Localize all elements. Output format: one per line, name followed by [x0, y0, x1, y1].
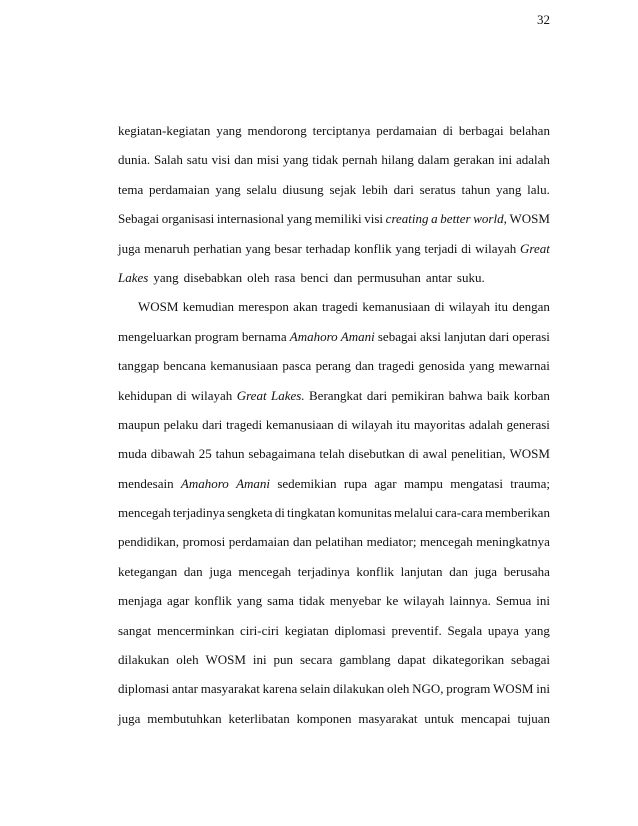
- word: pasca: [282, 358, 312, 374]
- word: yang: [283, 152, 309, 168]
- word: pelaku: [163, 416, 199, 432]
- word: disebabkan: [183, 269, 243, 285]
- word: menyebar: [329, 593, 382, 609]
- text-line: [118, 586, 550, 615]
- text-line: [118, 557, 550, 586]
- word: upaya: [487, 622, 519, 638]
- word: tema: [118, 181, 144, 197]
- word: konflik: [354, 240, 392, 256]
- word: tahun: [215, 446, 245, 462]
- word: dan: [293, 534, 312, 550]
- word: kehidupan: [118, 387, 173, 403]
- word: menjaga: [118, 593, 163, 609]
- word: maupun: [118, 416, 160, 432]
- word: mediator;: [366, 534, 417, 550]
- word: a: [431, 211, 438, 227]
- word: Amani: [236, 475, 271, 491]
- word: di: [434, 299, 445, 315]
- word: keterlibatan: [228, 710, 290, 726]
- word: muda: [118, 446, 147, 462]
- text-line: [118, 234, 550, 263]
- word: rasa: [274, 269, 296, 285]
- word: perdamaian: [228, 534, 290, 550]
- word: benci: [300, 269, 329, 285]
- word: seratus: [419, 181, 456, 197]
- word: konflik: [356, 563, 394, 579]
- word: promosi: [182, 534, 226, 550]
- word: Amahoro: [180, 475, 229, 491]
- word: mengeluarkan: [118, 328, 192, 344]
- word: sangat: [118, 622, 152, 638]
- word: tidak: [298, 593, 325, 609]
- word: tingkatan: [287, 505, 336, 521]
- word: dari: [202, 416, 223, 432]
- word: mencapai: [460, 710, 511, 726]
- word: masyarakat: [358, 710, 418, 726]
- word: penelitian,: [451, 446, 506, 462]
- word: yang: [215, 181, 241, 197]
- word: dilakukan: [118, 652, 170, 668]
- word: berusaha: [503, 563, 550, 579]
- word: oleh: [247, 269, 270, 285]
- word: WOSM: [493, 681, 534, 697]
- text-line: [118, 410, 550, 439]
- word: kemanusiaan: [362, 299, 431, 315]
- word: creating: [385, 211, 429, 227]
- word: Lakes.: [270, 387, 305, 403]
- word: mencegah: [238, 563, 292, 579]
- word: agar: [167, 593, 190, 609]
- word: itu: [494, 299, 509, 315]
- word: bernama: [241, 328, 287, 344]
- word: menaruh: [144, 240, 190, 256]
- text-line: [118, 439, 550, 468]
- text-line: [118, 322, 550, 351]
- word: Sebagai: [118, 211, 160, 227]
- word: permusuhan: [357, 269, 421, 285]
- word: 25: [198, 446, 212, 462]
- word: sejak: [329, 181, 357, 197]
- word: di: [176, 387, 187, 403]
- word: dari: [366, 387, 388, 403]
- text-line: [118, 674, 550, 703]
- word: dalam: [417, 152, 450, 168]
- word: ke: [386, 593, 399, 609]
- word: WOSM: [509, 211, 550, 227]
- word: dapat: [397, 652, 426, 668]
- word: kegiatan: [284, 622, 329, 638]
- word: mendesain: [118, 475, 174, 491]
- word: dan: [333, 269, 353, 285]
- text-line: [118, 116, 550, 145]
- word: telah: [319, 446, 345, 462]
- word: di: [337, 416, 348, 432]
- word: bencana: [163, 358, 207, 374]
- word: world,: [473, 211, 507, 227]
- word: secara: [299, 652, 333, 668]
- word: juga: [118, 240, 141, 256]
- word: sengketa: [227, 505, 273, 521]
- word: oleh: [387, 681, 410, 697]
- word: akan: [293, 299, 318, 315]
- word: terjadinya: [297, 563, 350, 579]
- word: perang: [315, 358, 351, 374]
- word: konflik: [194, 593, 232, 609]
- word: perdamaian: [149, 181, 210, 197]
- body-text: [118, 116, 550, 733]
- word: pernah: [342, 152, 378, 168]
- word: antar: [425, 269, 452, 285]
- word: tidak: [312, 152, 339, 168]
- word: mewarnai: [498, 358, 550, 374]
- word: internasional: [216, 211, 285, 227]
- word: yang: [216, 123, 242, 138]
- word: dan: [183, 563, 203, 579]
- word: membutuhkan: [147, 710, 222, 726]
- word: cara-cara: [435, 505, 483, 521]
- word: antar: [172, 681, 198, 697]
- word: memberikan: [484, 505, 550, 521]
- word: adalah: [515, 152, 550, 168]
- word: ini: [536, 593, 550, 609]
- word: mencegah: [420, 534, 473, 550]
- word: komunitas: [337, 505, 392, 521]
- word: di: [442, 123, 453, 138]
- word: sebagaimana: [248, 446, 316, 462]
- word: pendidikan,: [118, 534, 180, 550]
- word: adalah: [468, 416, 503, 432]
- text-line: [118, 175, 550, 204]
- word: dikategorikan: [432, 652, 505, 668]
- word: aksi: [419, 328, 441, 344]
- text-line: [118, 704, 550, 733]
- word: diusung: [282, 181, 324, 197]
- word: tragedi: [321, 299, 359, 315]
- word: kemanusiaan: [210, 358, 279, 374]
- word: dan: [234, 152, 253, 168]
- word: mampu: [403, 475, 443, 491]
- word: memiliki: [314, 211, 362, 227]
- word: tanggap: [118, 358, 160, 374]
- word: operasi: [512, 328, 550, 344]
- word: rupa: [343, 475, 367, 491]
- word: di: [408, 446, 419, 462]
- word: organisasi: [161, 211, 215, 227]
- word: gerakan: [453, 152, 495, 168]
- word: Amahoro: [289, 328, 338, 344]
- word: yang: [524, 622, 550, 638]
- word: pemikiran: [391, 387, 445, 403]
- word: diplomasi: [118, 681, 170, 697]
- word: berbagai: [458, 123, 504, 138]
- word: juga: [474, 563, 498, 579]
- word: dari: [393, 181, 414, 197]
- word: wilayah: [403, 593, 445, 609]
- word: hilang: [381, 152, 414, 168]
- text-line: [118, 381, 550, 410]
- word: sebagai: [511, 652, 550, 668]
- word: ketegangan: [118, 563, 178, 579]
- word: dibawah: [150, 446, 195, 462]
- word: wilayah: [351, 416, 393, 432]
- word: wilayah: [448, 299, 491, 315]
- word: kegiatan-kegiatan: [118, 123, 211, 138]
- word: lainnya.: [449, 593, 491, 609]
- text-line: [118, 351, 550, 380]
- word: kemanusiaan: [265, 416, 334, 432]
- word: misi: [256, 152, 280, 168]
- word: yang: [469, 358, 495, 374]
- word: wilayah: [191, 387, 233, 403]
- word: Amani: [340, 328, 375, 344]
- word: sebagai: [377, 328, 417, 344]
- word: juga: [209, 563, 232, 579]
- word: Semua: [495, 593, 532, 609]
- word: yang: [236, 593, 263, 609]
- word: visi: [364, 211, 384, 227]
- word: gamblang: [339, 652, 391, 668]
- word: generasi: [506, 416, 550, 432]
- word: dan: [355, 358, 374, 374]
- word: WOSM: [205, 652, 246, 668]
- word: meningkatnya: [476, 534, 550, 550]
- word: terciptanya: [312, 123, 371, 138]
- word: terjadi: [424, 240, 458, 256]
- word: melalui: [393, 505, 433, 521]
- text-line: [118, 204, 550, 233]
- word: merespon: [238, 299, 289, 315]
- word: kemudian: [182, 299, 234, 315]
- word: tujuan: [517, 710, 550, 726]
- text-line: [118, 616, 550, 645]
- word: terhadap: [305, 240, 351, 256]
- word: belahan: [509, 123, 550, 138]
- word: dilakukan: [333, 681, 385, 697]
- text-line: [118, 469, 550, 498]
- word: diplomasi: [334, 622, 386, 638]
- word: yang: [245, 240, 271, 256]
- word: masyarakat: [200, 681, 260, 697]
- word: lanjutan: [444, 328, 486, 344]
- word: Lakes: [118, 269, 149, 285]
- word: trauma;: [510, 475, 550, 491]
- text-line: [118, 263, 550, 292]
- word: agar: [374, 475, 397, 491]
- word: perdamaian: [376, 123, 437, 138]
- word: program: [194, 328, 239, 344]
- text-line: [118, 145, 550, 174]
- word: karena: [262, 681, 298, 697]
- word: terjadinya: [172, 505, 225, 521]
- word: satu: [186, 152, 208, 168]
- word: untuk: [424, 710, 454, 726]
- word: ciri-ciri: [239, 622, 279, 638]
- word: lebih: [361, 181, 388, 197]
- word: Great: [236, 387, 267, 403]
- word: genosida: [418, 358, 465, 374]
- word: di: [461, 240, 472, 256]
- word: better: [440, 211, 471, 227]
- word: sama: [267, 593, 294, 609]
- word: yang: [286, 211, 312, 227]
- word: lalu.: [527, 181, 550, 197]
- word: korban: [513, 387, 550, 403]
- word: WOSM: [138, 299, 179, 315]
- word: perhatian: [193, 240, 242, 256]
- word: suku.: [456, 269, 485, 285]
- word: program: [446, 681, 491, 697]
- word: mendorong: [247, 123, 307, 138]
- text-line: [118, 527, 550, 556]
- word: mayoritas: [413, 416, 466, 432]
- word: ini: [536, 681, 550, 697]
- word: yang: [496, 181, 522, 197]
- word: preventif.: [391, 622, 442, 638]
- word: pelatihan: [315, 534, 364, 550]
- word: komponen: [296, 710, 352, 726]
- word: mencegah: [118, 505, 171, 521]
- word: awal: [422, 446, 448, 462]
- word: lanjutan: [400, 563, 443, 579]
- text-line: [118, 498, 550, 527]
- word: mengatasi: [450, 475, 503, 491]
- word: mencerminkan: [156, 622, 235, 638]
- word: Salah: [154, 152, 183, 168]
- word: tahun: [461, 181, 491, 197]
- word: tragedi: [378, 358, 415, 374]
- word: juga: [118, 710, 141, 726]
- word: pun: [273, 652, 294, 668]
- word: Berangkat: [309, 387, 363, 403]
- word: dunia.: [118, 152, 151, 168]
- word: Segala: [447, 622, 483, 638]
- word: Great: [519, 240, 550, 256]
- word: WOSM: [509, 446, 550, 462]
- word: ini: [252, 652, 267, 668]
- word: baik: [486, 387, 510, 403]
- word: besar: [274, 240, 302, 256]
- text-line: [118, 292, 550, 321]
- word: selain: [299, 681, 331, 697]
- word: disebutkan: [348, 446, 405, 462]
- word: itu: [396, 416, 411, 432]
- text-line: [118, 645, 550, 674]
- word: selalu: [246, 181, 277, 197]
- word: yang: [395, 240, 421, 256]
- word: visi: [211, 152, 231, 168]
- page-number: 32: [537, 12, 550, 27]
- word: yang: [153, 269, 179, 285]
- word: bahwa: [448, 387, 483, 403]
- word: ini: [498, 152, 513, 168]
- word: wilayah: [475, 240, 517, 256]
- word: sedemikian: [277, 475, 337, 491]
- word: tragedi: [226, 416, 263, 432]
- word: dan: [449, 563, 468, 579]
- word: di: [274, 505, 285, 521]
- word: NGO,: [412, 681, 444, 697]
- word: oleh: [176, 652, 199, 668]
- word: dari: [489, 328, 510, 344]
- word: dengan: [512, 299, 550, 315]
